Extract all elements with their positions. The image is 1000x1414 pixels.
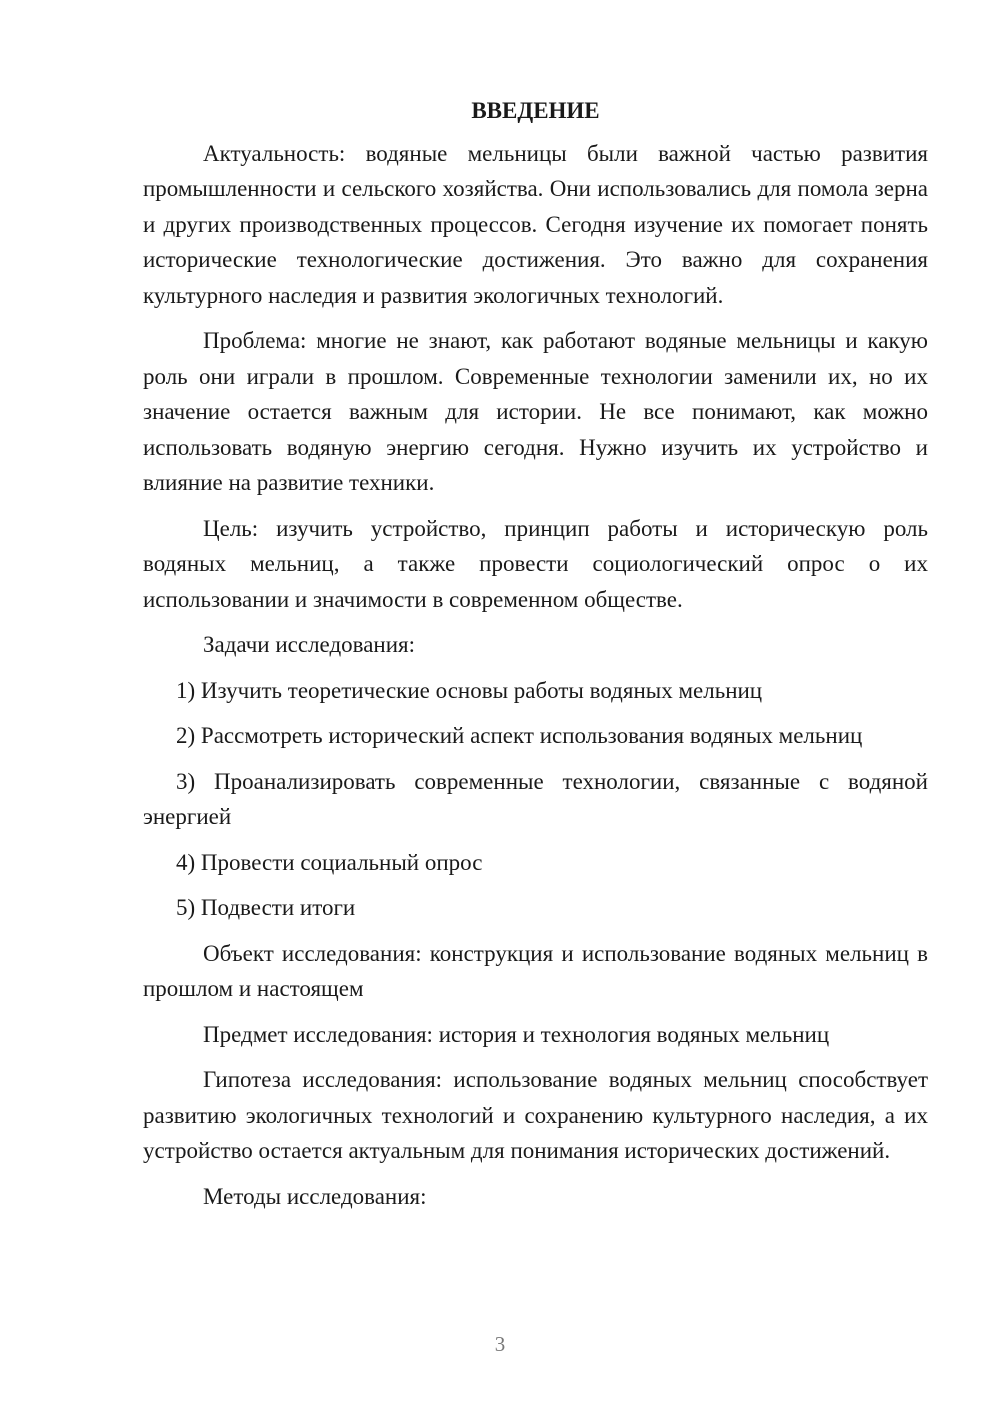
- tasks-heading: Задачи исследования:: [203, 632, 416, 657]
- relevance-paragraph: Актуальность: водяные мельницы были важной частью развития промышленности и сельского хозяйства. Они использовались для помола зерна и других производственных процессов. Сегодня изучение их помогает понять исторические технологические достижения. Это важно для сохранения культурного наследия и развития экологичных технологий.: [143, 140, 928, 308]
- task-item: 5) Подвести итоги: [176, 895, 356, 920]
- page-content: [143, 93, 928, 1224]
- problem-paragraph: Проблема: многие не знают, как работают водяные мельницы и какую роль они играли в прошлом. Современные технологии заменили их, но их значение остается важным для истории. Не все понимают, как можно использовать водяную энергию сегодня. Нужно изучить их устройство и влияние на развитие техники.: [143, 328, 928, 495]
- goal-paragraph: Цель: изучить устройство, принцип работы и историческую роль водяных мельниц, а также провести социологический опрос о их использовании и значимости в современном обществе.: [143, 515, 928, 612]
- subject-paragraph: Предмет исследования: история и технология водяных мельниц: [203, 1021, 830, 1047]
- task-item: 4) Провести социальный опрос: [176, 849, 483, 875]
- methods-heading: Методы исследования:: [203, 1183, 427, 1209]
- task-item: 1) Изучить теоретические основы работы водяных мельниц: [176, 677, 763, 703]
- hypothesis-paragraph: Гипотеза исследования: использование водяных мельниц способствует развитию экологичных технологий и сохранению культурного наследия, а их устройство остается актуальным для понимания исторических достижений.: [143, 1067, 928, 1163]
- task-item: 2) Рассмотреть исторический аспект использования водяных мельниц: [176, 723, 863, 748]
- task-item: 3) Проанализировать современные технологии, связанные с водяной энергией: [143, 768, 928, 829]
- page-number: 3: [494, 1332, 506, 1356]
- section-title: ВВЕДЕНИЕ: [471, 98, 600, 123]
- object-paragraph: Объект исследования: конструкция и использование водяных мельниц в прошлом и настоящем: [143, 940, 928, 1001]
